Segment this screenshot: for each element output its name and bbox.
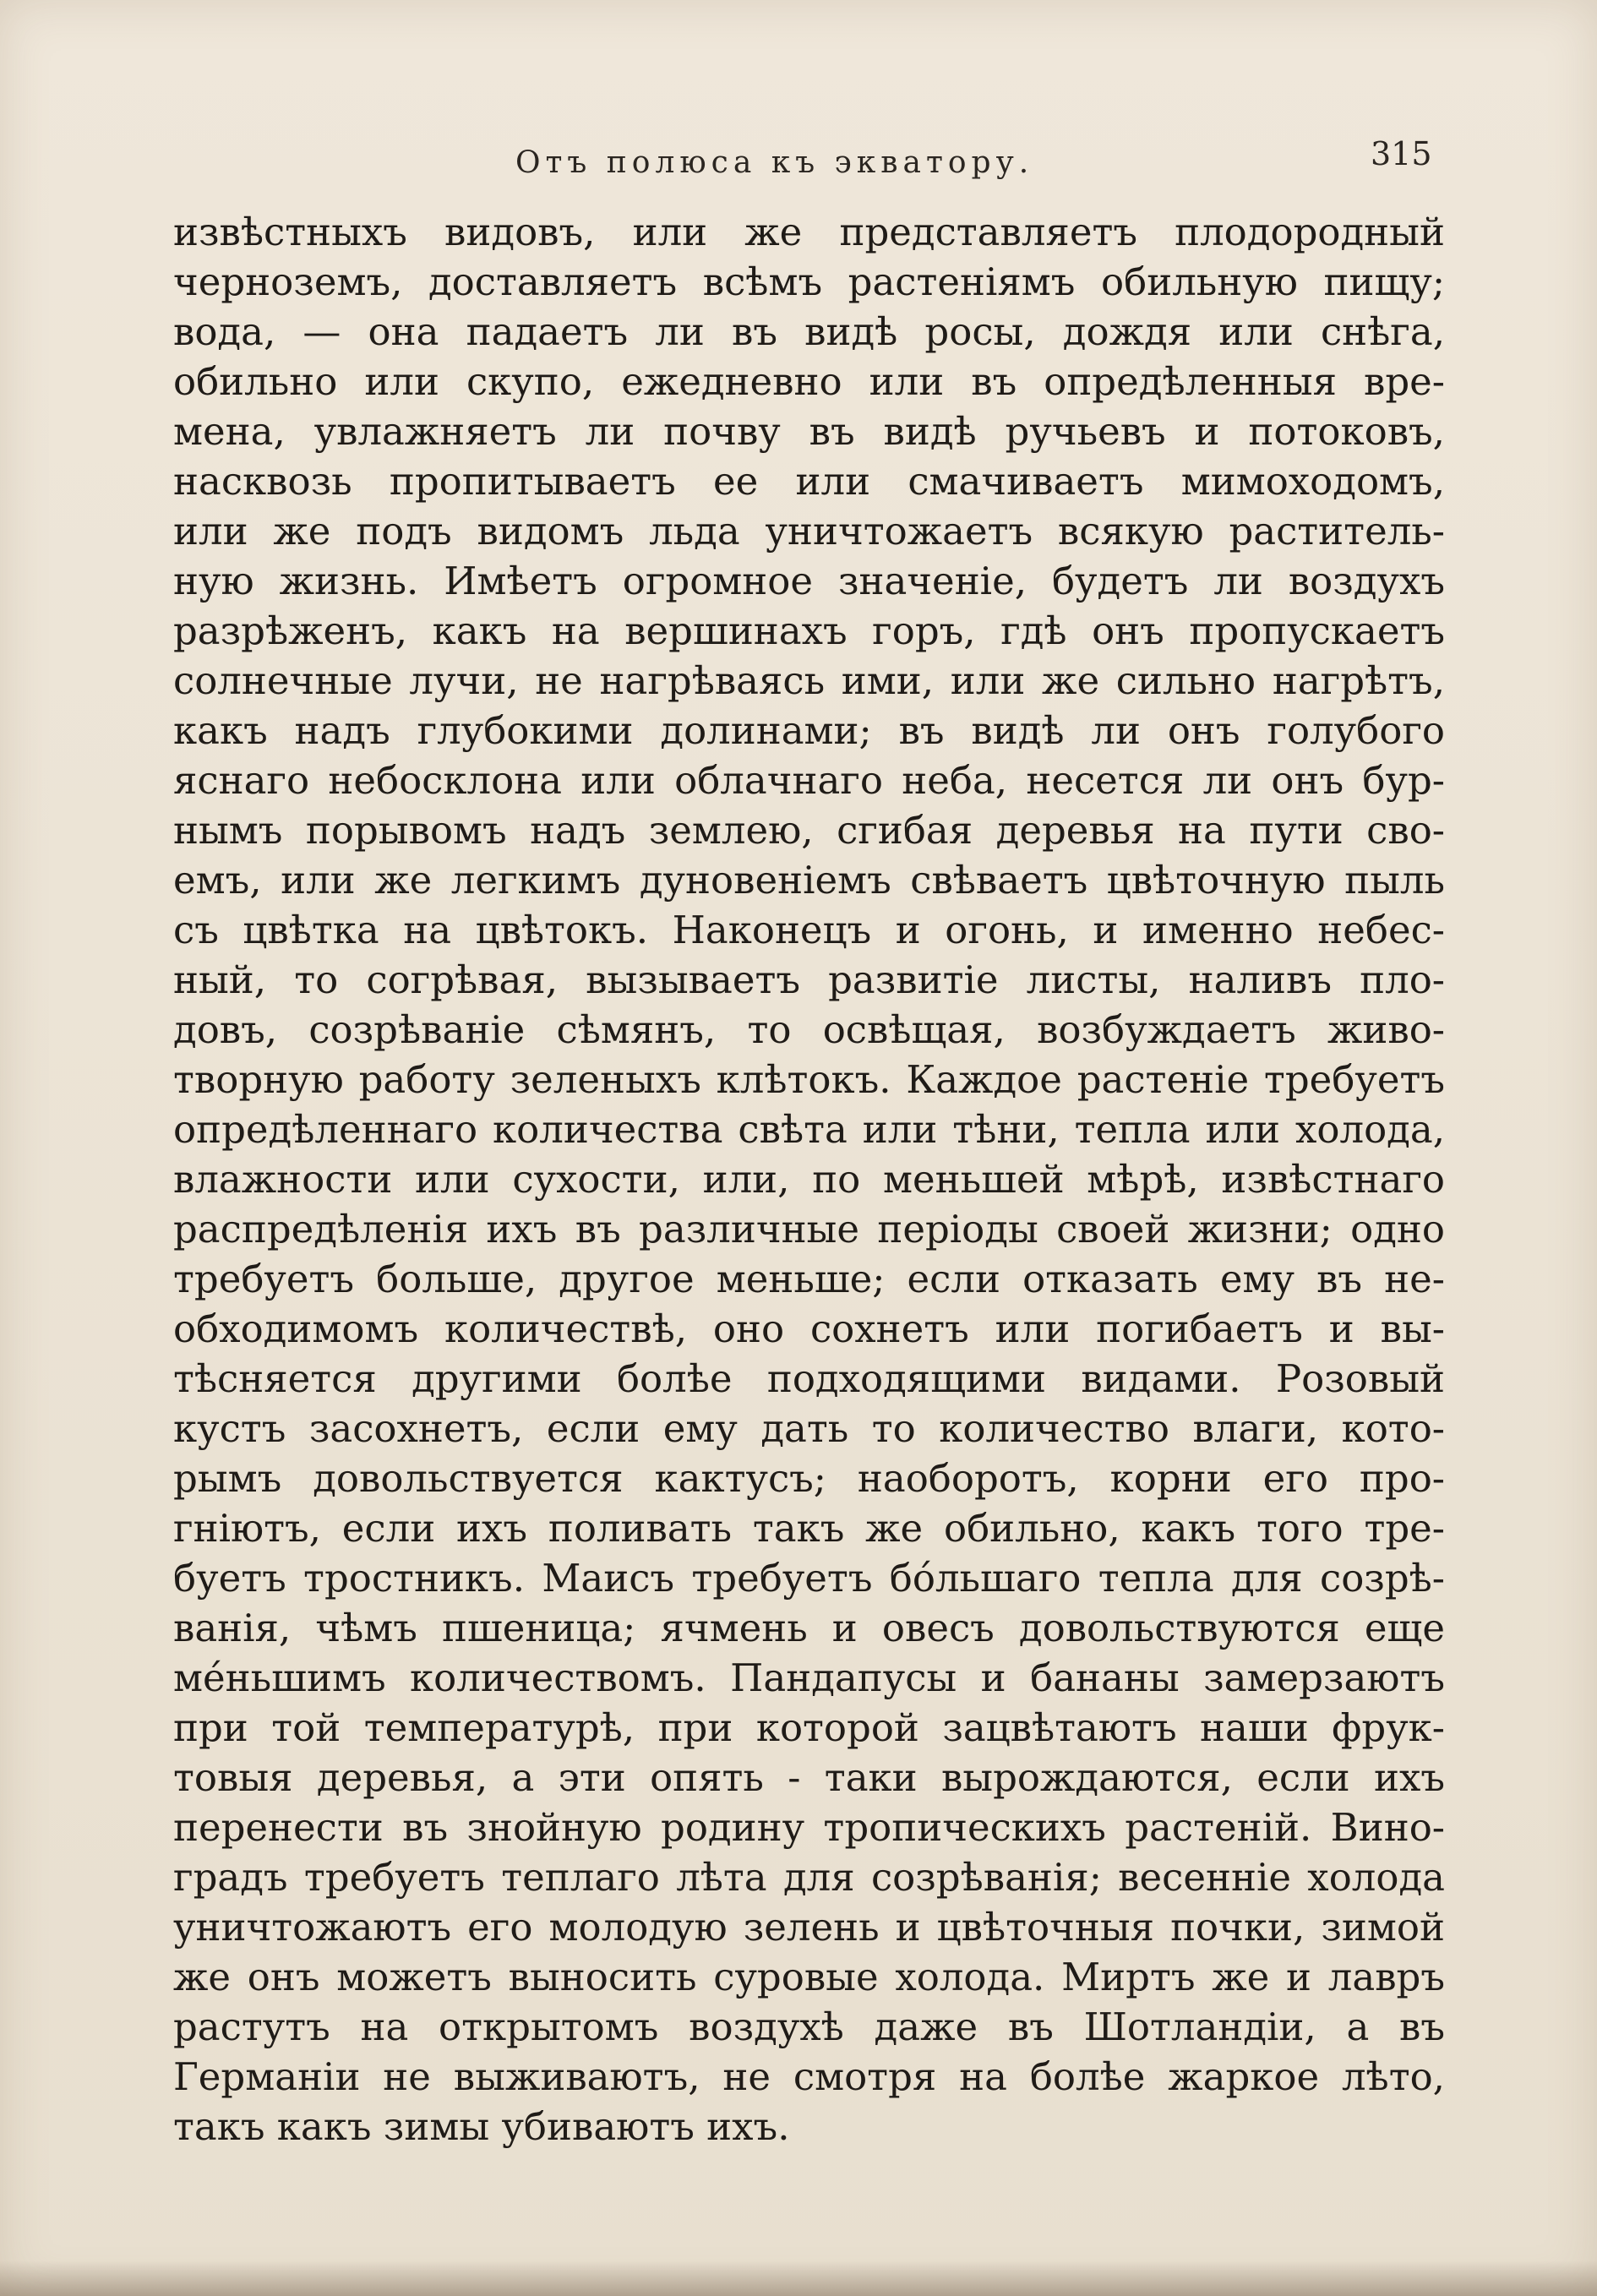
page-number: 315: [1371, 135, 1432, 172]
text-line: требуетъ больше, другое меньше; если отказать ему въ не-: [173, 1257, 1445, 1301]
text-line: распредѣленія ихъ въ различные періоды своей жизни; одно: [173, 1207, 1445, 1252]
text-line: гніютъ, если ихъ поливать такъ же обильно, какъ того тре-: [173, 1506, 1445, 1551]
text-line: емъ, или же легкимъ дуновеніемъ свѣваетъ цвѣточную пыль: [173, 858, 1445, 903]
text-line-last: такъ какъ зимы убиваютъ ихъ.: [173, 2104, 790, 2149]
text-line: влажности или сухости, или, по меньшей мѣрѣ, извѣстнаго: [173, 1157, 1445, 1202]
body-text: [173, 207, 1445, 2151]
text-line: тѣсняется другими болѣе подходящими видами. Розовый: [173, 1356, 1445, 1401]
page-bottom-edge: [0, 2261, 1597, 2296]
text-line: какъ надъ глубокими долинами; въ видѣ ли онъ голубого: [173, 708, 1445, 753]
text-line: опредѣленнаго количества свѣта или тѣни, тепла или холода,: [173, 1107, 1445, 1152]
text-line: мéньшимъ количествомъ. Пандапусы и бананы замерзаютъ: [173, 1655, 1445, 1700]
text-line: градъ требуетъ теплаго лѣта для созрѣванія; весенніе холода: [173, 1855, 1445, 1900]
text-line: растутъ на открытомъ воздухѣ даже въ Шотландіи, а въ: [173, 2004, 1445, 2049]
text-line: довъ, созрѣваніе сѣмянъ, то освѣщая, возбуждаетъ живо-: [173, 1007, 1445, 1052]
running-head-title: Отъ полюса къ экватору.: [515, 145, 1034, 180]
text-line: при той температурѣ, при которой зацвѣтаютъ наши фрук-: [173, 1705, 1445, 1750]
text-line: буетъ тростникъ. Маисъ требуетъ бóльшаго тепла для созрѣ-: [173, 1556, 1445, 1601]
text-line: съ цвѣтка на цвѣтокъ. Наконецъ и огонь, и именно небес-: [173, 908, 1445, 952]
text-line: обильно или скупо, ежедневно или въ опредѣленныя вре-: [173, 359, 1445, 404]
text-line: солнечные лучи, не нагрѣваясь ими, или же сильно нагрѣтъ,: [173, 658, 1445, 703]
text-line: черноземъ, доставляетъ всѣмъ растеніямъ обильную пищу;: [173, 259, 1445, 304]
text-line: разрѣженъ, какъ на вершинахъ горъ, гдѣ онъ пропускаетъ: [173, 608, 1445, 653]
text-line: Германіи не выживаютъ, не смотря на болѣе жаркое лѣто,: [173, 2054, 1445, 2099]
text-line: рымъ довольствуется кактусъ; наоборотъ, корни его про-: [173, 1456, 1445, 1501]
text-line: творную работу зеленыхъ клѣтокъ. Каждое растеніе требуетъ: [173, 1057, 1445, 1102]
text-line: обходимомъ количествѣ, оно сохнетъ или погибаетъ и вы-: [173, 1306, 1445, 1351]
text-line: ную жизнь. Имѣетъ огромное значеніе, будетъ ли воздухъ: [173, 559, 1445, 603]
text-line: или же подъ видомъ льда уничтожаетъ всякую раститель-: [173, 509, 1445, 554]
text-line: насквозь пропитываетъ ее или смачиваетъ мимоходомъ,: [173, 459, 1445, 504]
text-line: ный, то согрѣвая, вызываетъ развитіе листы, наливъ пло-: [173, 957, 1445, 1002]
text-line: мена, увлажняетъ ли почву въ видѣ ручьевъ и потоковъ,: [173, 409, 1445, 454]
text-line: извѣстныхъ видовъ, или же представляетъ плодородный: [173, 210, 1445, 254]
text-line: товыя деревья, а эти опять - таки вырождаются, если ихъ: [173, 1755, 1445, 1800]
text-line: яснаго небосклона или облачнаго неба, несется ли онъ бур-: [173, 758, 1445, 803]
text-line: ванія, чѣмъ пшеница; ячмень и овесъ довольствуются еще: [173, 1606, 1445, 1650]
text-line: же онъ можетъ выносить суровые холода. Миртъ же и лавръ: [173, 1955, 1445, 1999]
text-line: кустъ засохнетъ, если ему дать то количество влаги, кото-: [173, 1406, 1445, 1451]
text-line: перенести въ знойную родину тропическихъ растеній. Вино-: [173, 1805, 1445, 1850]
text-line: вода, — она падаетъ ли въ видѣ росы, дождя или снѣга,: [173, 309, 1445, 354]
text-line: уничтожаютъ его молодую зелень и цвѣточныя почки, зимой: [173, 1905, 1445, 1950]
text-line: нымъ порывомъ надъ землею, сгибая деревья на пути сво-: [173, 808, 1445, 853]
